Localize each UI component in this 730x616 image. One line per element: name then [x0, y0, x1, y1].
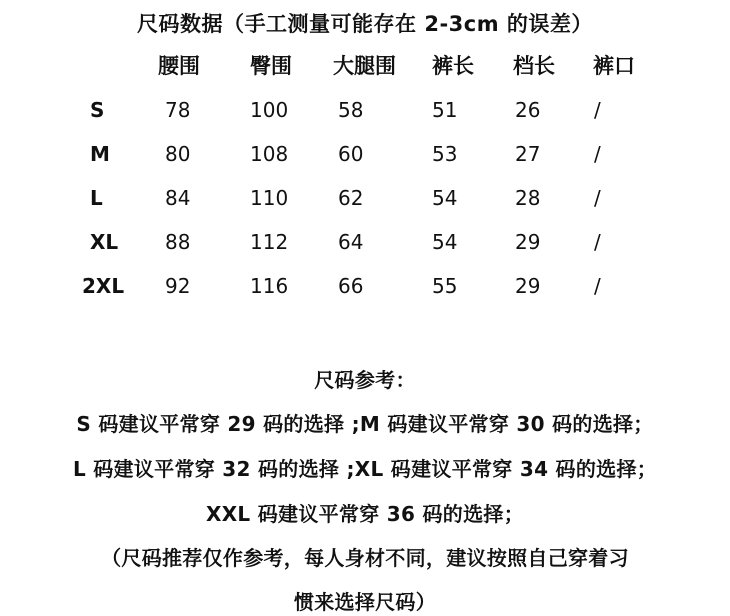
table-row [60, 224, 690, 260]
rise-value: 27 [515, 142, 541, 166]
header-waist: 腰围 [158, 54, 200, 78]
leg-opening-value: / [594, 142, 601, 166]
thigh-value: 66 [338, 274, 364, 298]
thigh-value: 58 [338, 98, 364, 122]
header-leg-opening: 裤口 [593, 54, 635, 78]
header-length: 裤长 [432, 54, 474, 78]
reference-line: XXL 码建议平常穿 36 码的选择； [205, 502, 524, 526]
reference-note-line: （尺码推荐仅作参考，每人身材不同，建议按照自己穿着习 [101, 546, 629, 570]
header-rise: 档长 [513, 54, 555, 78]
length-value: 51 [432, 98, 458, 122]
header-hip: 臀围 [250, 54, 292, 78]
page-title: 尺码数据（手工测量可能存在 2-3cm 的误差） [137, 12, 593, 36]
leg-opening-value: / [594, 274, 601, 298]
length-value: 55 [432, 274, 458, 298]
hip-value: 112 [250, 230, 289, 254]
waist-value: 92 [165, 274, 191, 298]
size-label: S [90, 98, 105, 122]
table-row [60, 268, 690, 304]
reference-line: L 码建议平常穿 32 码的选择 ;XL 码建议平常穿 34 码的选择； [72, 457, 658, 481]
rise-value: 26 [515, 98, 541, 122]
table-row [60, 180, 690, 216]
waist-value: 84 [165, 186, 191, 210]
leg-opening-value: / [594, 98, 601, 122]
waist-value: 88 [165, 230, 191, 254]
length-value: 53 [432, 142, 458, 166]
thigh-value: 60 [338, 142, 364, 166]
rise-value: 28 [515, 186, 541, 210]
leg-opening-value: / [594, 230, 601, 254]
size-label: 2XL [82, 274, 125, 298]
hip-value: 116 [250, 274, 289, 298]
thigh-value: 64 [338, 230, 364, 254]
hip-value: 100 [250, 98, 289, 122]
header-thigh: 大腿围 [333, 54, 396, 78]
length-value: 54 [432, 186, 458, 210]
waist-value: 80 [165, 142, 191, 166]
size-label: L [90, 186, 103, 210]
size-label: XL [90, 230, 119, 254]
length-value: 54 [432, 230, 458, 254]
rise-value: 29 [515, 274, 541, 298]
waist-value: 78 [165, 98, 191, 122]
table-row [60, 92, 690, 128]
rise-value: 29 [515, 230, 541, 254]
reference-heading: 尺码参考： [314, 368, 416, 392]
hip-value: 110 [250, 186, 289, 210]
reference-line: S 码建议平常穿 29 码的选择 ;M 码建议平常穿 30 码的选择； [76, 412, 654, 436]
size-label: M [90, 142, 110, 166]
table-row [60, 136, 690, 172]
reference-note-line: 惯来选择尺码） [293, 590, 437, 614]
table-header-row [60, 48, 690, 84]
hip-value: 108 [250, 142, 289, 166]
leg-opening-value: / [594, 186, 601, 210]
thigh-value: 62 [338, 186, 364, 210]
